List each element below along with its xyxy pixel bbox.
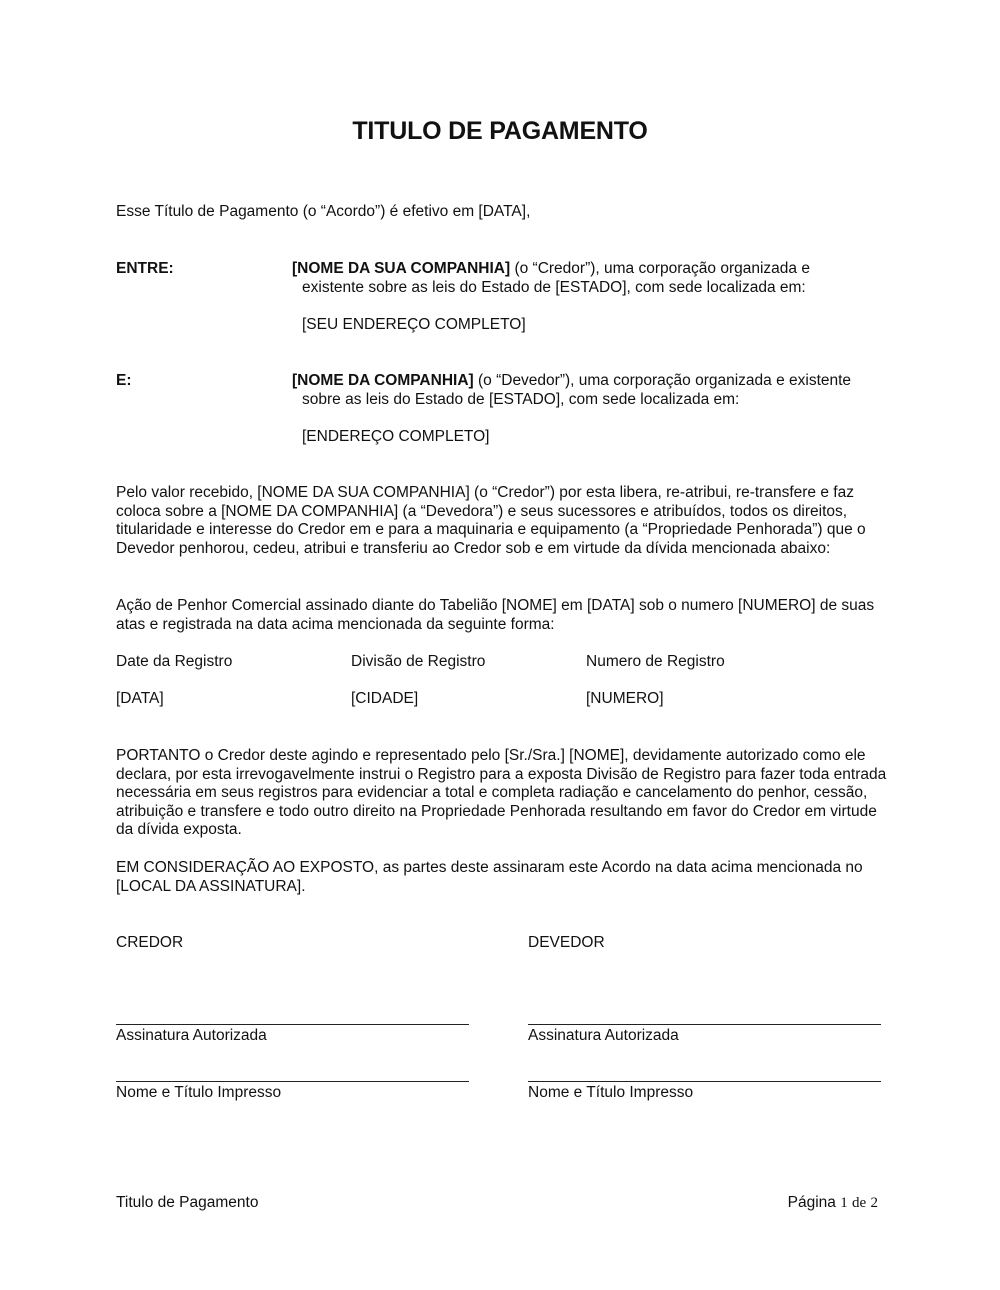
registry-value-date: [DATA]: [116, 690, 164, 707]
party-label-e: E:: [116, 372, 132, 389]
footer-page-total: 2: [870, 1195, 878, 1211]
creditor-line2: existente sobre as leis do Estado de [ESTADO], com sede localizada em:: [302, 278, 806, 296]
creditor-line1-rest: (o “Credor”), uma corporação organizada e: [510, 260, 810, 277]
creditor-name: [NOME DA SUA COMPANHIA]: [292, 260, 511, 277]
signature-label-debtor: Assinatura Autorizada: [528, 1027, 679, 1044]
registry-value-number: [NUMERO]: [586, 690, 664, 707]
signature-label-creditor: Assinatura Autorizada: [116, 1027, 267, 1044]
registry-header-date: Date da Registro: [116, 653, 233, 670]
consideration-paragraph: EM CONSIDERAÇÃO AO EXPOSTO, as partes deste assinaram este Acordo na data acima mencionada no [LOCAL DA ASSINATURA].: [116, 859, 863, 895]
footer-document-name: Titulo de Pagamento: [116, 1194, 259, 1211]
footer-page-number: [788, 1194, 878, 1213]
footer-page-word: Página: [787, 1194, 836, 1211]
registry-value-city: [CIDADE]: [351, 690, 419, 707]
signature-party-creditor: CREDOR: [116, 934, 184, 951]
name-line-debtor: [528, 1081, 881, 1082]
name-line-creditor: [116, 1081, 469, 1082]
instruction-paragraph: PORTANTO o Credor deste agindo e representado pelo [Sr./Sra.] [NOME], devidamente autorizado como ele declara, por esta irrevogavelmente instrui o Registro para a exposta Divisão de Registro para fazer toda entrada necessária em seus registros para evidenciar a total e completa radiação e cancelamento do penhor, cessão, atribuição e transfere e todo outro direito na Propriedade Penhorada resultando em favor do Credor em virtude da dívida exposta.: [116, 747, 887, 839]
party-label-entre: ENTRE:: [116, 260, 174, 277]
debtor-line2: sobre as leis do Estado de [ESTADO], com sede localizada em:: [302, 390, 740, 408]
name-label-creditor: Nome e Título Impresso: [116, 1084, 282, 1101]
signature-line-debtor: [528, 1024, 881, 1025]
registry-header-division: Divisão de Registro: [351, 653, 486, 670]
pledge-paragraph: Ação de Penhor Comercial assinado diante do Tabelião [NOME] em [DATA] sob o numero [NUMERO] de suas atas e registrada na data acima mencionada da seguinte forma:: [116, 597, 875, 633]
footer-page-current: 1: [840, 1195, 848, 1211]
footer-page-of: de: [852, 1195, 867, 1211]
registry-header-number: Numero de Registro: [586, 653, 725, 670]
debtor-name: [NOME DA COMPANHIA]: [292, 372, 474, 389]
party-creditor-description: [292, 260, 892, 297]
release-paragraph: Pelo valor recebido, [NOME DA SUA COMPANHIA] (o “Credor”) por esta libera, re-atribui, re-transfere e faz coloca sobre a [NOME DA COMPANHIA] (a “Devedora”) e seus sucessores e atribuídos, todos os direitos, titularidade e interesse do Credor em e para a maquinaria e equipamento (a “Propriedade Penhorada”) que o Devedor penhorou, cedeu, atribui e transferiu ao Credor sob e em virtude da dívida mencionada abaixo:: [116, 484, 866, 557]
intro-paragraph: Esse Título de Pagamento (o “Acordo”) é efetivo em [DATA],: [116, 203, 531, 220]
signature-party-debtor: DEVEDOR: [528, 934, 605, 951]
party-debtor-description: [292, 372, 892, 409]
document-title: TITULO DE PAGAMENTO: [352, 117, 648, 145]
debtor-address: [ENDEREÇO COMPLETO]: [302, 428, 490, 445]
name-label-debtor: Nome e Título Impresso: [528, 1084, 694, 1101]
debtor-line1-rest: (o “Devedor”), uma corporação organizada e existente: [473, 372, 852, 389]
signature-line-creditor: [116, 1024, 469, 1025]
creditor-address: [SEU ENDEREÇO COMPLETO]: [302, 316, 526, 333]
